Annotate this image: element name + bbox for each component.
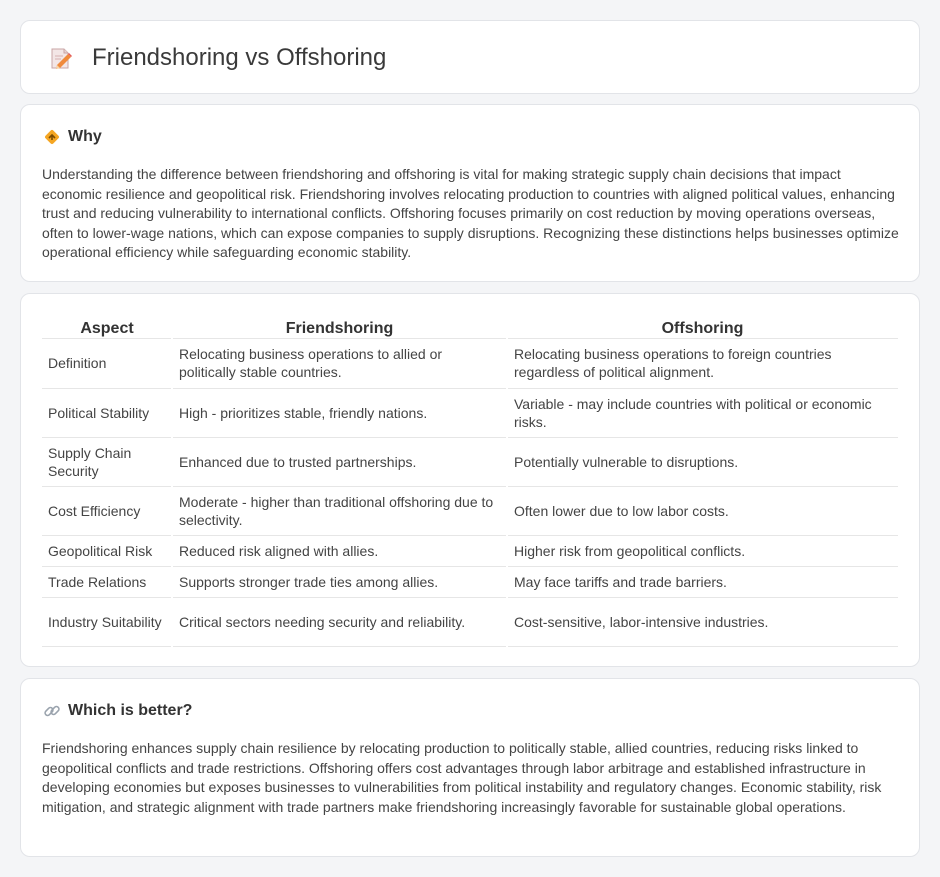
- friendshoring-cell: Supports stronger trade ties among allies.: [172, 566, 507, 597]
- friendshoring-cell: High - prioritizes stable, friendly nations.: [172, 388, 507, 437]
- friendshoring-cell: Relocating business operations to allied or politically stable countries.: [172, 338, 507, 388]
- table-row: [42, 338, 898, 388]
- table-row: [42, 437, 898, 486]
- offshoring-cell: Higher risk from geopolitical conflicts.: [507, 535, 898, 566]
- table-row: [42, 388, 898, 437]
- offshoring-cell: May face tariffs and trade barriers.: [507, 566, 898, 597]
- comparison-table: [42, 316, 898, 647]
- title-card: [20, 20, 920, 94]
- table-header-row: [42, 316, 898, 338]
- notepad-pencil-icon: [49, 45, 73, 71]
- aspect-cell: Supply Chain Security: [42, 437, 172, 486]
- table-row: [42, 597, 898, 646]
- offshoring-cell: Potentially vulnerable to disruptions.: [507, 437, 898, 486]
- better-text: Friendshoring enhances supply chain resilience by relocating production to politically stable, allied countries, reducing risks linked to geopolitical conflicts and trade restrictions. Offshoring offers cost advantages through labor arbitrage and established infrastructure in developing economies but exposes businesses to vulnerabilities from political instability and regulatory changes. Economic stability, risk mitigation, and strategic alignment with trade partners make friendshoring increasingly favorable for sustainable global operations.: [42, 740, 882, 815]
- aspect-cell: Industry Suitability: [42, 597, 172, 646]
- header-aspect: Aspect: [80, 319, 134, 337]
- table-row: [42, 486, 898, 535]
- link-icon: [43, 702, 61, 720]
- why-section: [20, 104, 920, 282]
- why-heading: Why: [68, 128, 102, 145]
- offshoring-cell: Relocating business operations to foreign countries regardless of political alignment.: [507, 338, 898, 388]
- friendshoring-cell: Reduced risk aligned with allies.: [172, 535, 507, 566]
- better-heading: Which is better?: [68, 702, 193, 719]
- offshoring-cell: Variable - may include countries with political or economic risks.: [507, 388, 898, 437]
- table-row: [42, 566, 898, 597]
- better-heading-row: [43, 702, 192, 720]
- aspect-cell: Trade Relations: [42, 566, 172, 597]
- which-is-better-section: [20, 678, 920, 857]
- aspect-cell: Cost Efficiency: [42, 486, 172, 535]
- comparison-section: [20, 293, 920, 667]
- friendshoring-cell: Moderate - higher than traditional offshoring due to selectivity.: [172, 486, 507, 535]
- aspect-cell: Definition: [42, 338, 172, 388]
- offshoring-cell: Often lower due to low labor costs.: [507, 486, 898, 535]
- why-text: Understanding the difference between friendshoring and offshoring is vital for making strategic supply chain decisions that impact economic resilience and geopolitical risk. Friendshoring involves relocating production to countries with aligned political values, enhancing trust and reducing vulnerability to international conflicts. Offshoring focuses primarily on cost reduction by moving operations overseas, often to lower-wage nations, which can expose companies to supply disruptions. Recognizing these distinctions helps businesses optimize operational efficiency while safeguarding economic stability.: [42, 166, 899, 260]
- aspect-cell: Geopolitical Risk: [42, 535, 172, 566]
- page-title: Friendshoring vs Offshoring: [92, 44, 387, 71]
- table-row: [42, 535, 898, 566]
- diamond-arrow-icon: [43, 128, 61, 146]
- offshoring-cell: Cost-sensitive, labor-intensive industries.: [507, 597, 898, 646]
- aspect-cell: Political Stability: [42, 388, 172, 437]
- friendshoring-cell: Enhanced due to trusted partnerships.: [172, 437, 507, 486]
- friendshoring-cell: Critical sectors needing security and reliability.: [172, 597, 507, 646]
- header-offshoring: Offshoring: [661, 319, 744, 337]
- why-heading-row: [43, 128, 102, 146]
- header-friendshoring: Friendshoring: [285, 319, 394, 337]
